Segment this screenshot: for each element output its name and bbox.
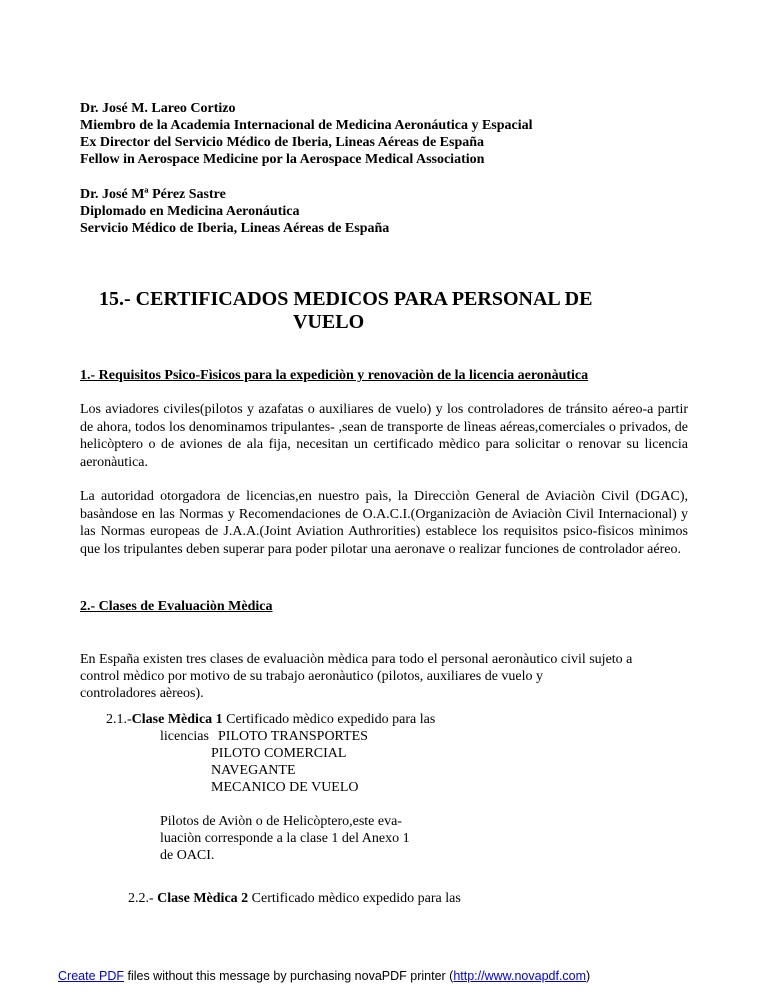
class-1-text: Certificado mèdico expedido para las bbox=[222, 712, 436, 727]
section-1-heading: 1.- Requisitos Psico-Fìsicos para la expediciòn y renovaciòn de la licencia aeronàutica bbox=[80, 368, 589, 383]
licencia-item: PILOTO COMERCIAL bbox=[211, 746, 347, 761]
title-line-2: VUELO bbox=[293, 311, 365, 333]
novapdf-link[interactable]: http://www.novapdf.com bbox=[453, 969, 587, 983]
class-2-label: Clase Mèdica 2 bbox=[157, 891, 249, 906]
class-2-heading bbox=[128, 890, 461, 907]
class-1-licencias-label: licencias bbox=[160, 729, 209, 744]
licencia-item: MECANICO DE VUELO bbox=[211, 780, 359, 795]
section-2-paragraph-line-1: En España existen tres clases de evaluaciòn mèdica para todo el personal aeronàutico civil sujeto a bbox=[80, 652, 633, 667]
author-1-name: Dr. José M. Lareo Cortizo bbox=[80, 101, 236, 116]
section-2-paragraph-line-2: control mèdico por motivo de su trabajo aeronàutico (pilotos, auxiliares de vuelo y bbox=[80, 669, 544, 684]
author-2-name: Dr. José Mª Pérez Sastre bbox=[80, 187, 226, 202]
section-2-paragraph-line-3: controladores aèreos). bbox=[80, 686, 204, 701]
pdf-footer bbox=[58, 969, 590, 983]
author-1-affiliation-2: Ex Director del Servicio Médico de Iberia, Lineas Aéreas de España bbox=[80, 135, 485, 150]
section-2-heading: 2.- Clases de Evaluaciòn Mèdica bbox=[80, 599, 273, 614]
class-1-heading bbox=[106, 711, 435, 728]
licencia-item: NAVEGANTE bbox=[211, 763, 296, 778]
class-1-prefix: 2.1.- bbox=[106, 712, 132, 727]
class-2-prefix: 2.2.- bbox=[128, 891, 154, 906]
class-1-note-line-2: luaciòn corresponde a la clase 1 del Anexo 1 bbox=[160, 831, 410, 846]
licencia-item: PILOTO TRANSPORTES bbox=[218, 729, 368, 744]
class-1-note-line-3: de OACI. bbox=[160, 848, 215, 863]
title-line-1: 15.- CERTIFICADOS MEDICOS PARA PERSONAL DE bbox=[99, 288, 593, 310]
author-1-affiliation-3: Fellow in Aerospace Medicine por la Aerospace Medical Association bbox=[80, 152, 485, 167]
footer-text-2: ) bbox=[586, 969, 591, 983]
class-2-text: Certificado mèdico expedido para las bbox=[248, 891, 461, 906]
footer-text-1: files without this message by purchasing novaPDF printer ( bbox=[124, 969, 454, 983]
section-1-paragraph-2: La autoridad otorgadora de licencias,en nuestro paìs, la Direcciòn General de Aviaciòn Civil (DGAC), basàndose en las Normas y Recomendaciones de O.A.C.I.(Organizaciòn de Aviaciòn Civil Internacional) y las Normas europeas de J.A.A.(Joint Aviation Authrorities) establece los requisitos psico-fìsicos mìnimos que los tripulantes deben superar para poder pilotar una aeronave o realizar funciones de controlador aéreo. bbox=[80, 489, 688, 557]
author-1-affiliation-1: Miembro de la Academia Internacional de Medicina Aeronáutica y Espacial bbox=[80, 118, 533, 133]
class-1-note-line-1: Pilotos de Aviòn o de Helicòptero,este eva- bbox=[160, 814, 402, 829]
section-1-paragraph-1: Los aviadores civiles(pilotos y azafatas o auxiliares de vuelo) y los controladores de tránsito aéreo-a partir de ahora, todos los denominamos tripulantes- ,sean de transporte de lìneas aéreas,comerciales o privados, de helicòptero o de aviones de ala fija, necesitan un certificado mèdico para solicitar o renovar su licencia aeronàutica. bbox=[80, 402, 688, 470]
author-2-affiliation-2: Servicio Médico de Iberia, Lineas Aéreas de España bbox=[80, 221, 390, 236]
class-1-label: Clase Mèdica 1 bbox=[131, 712, 223, 727]
author-2-affiliation-1: Diplomado en Medicina Aeronáutica bbox=[80, 204, 300, 219]
create-pdf-link[interactable]: Create PDF bbox=[58, 969, 124, 983]
